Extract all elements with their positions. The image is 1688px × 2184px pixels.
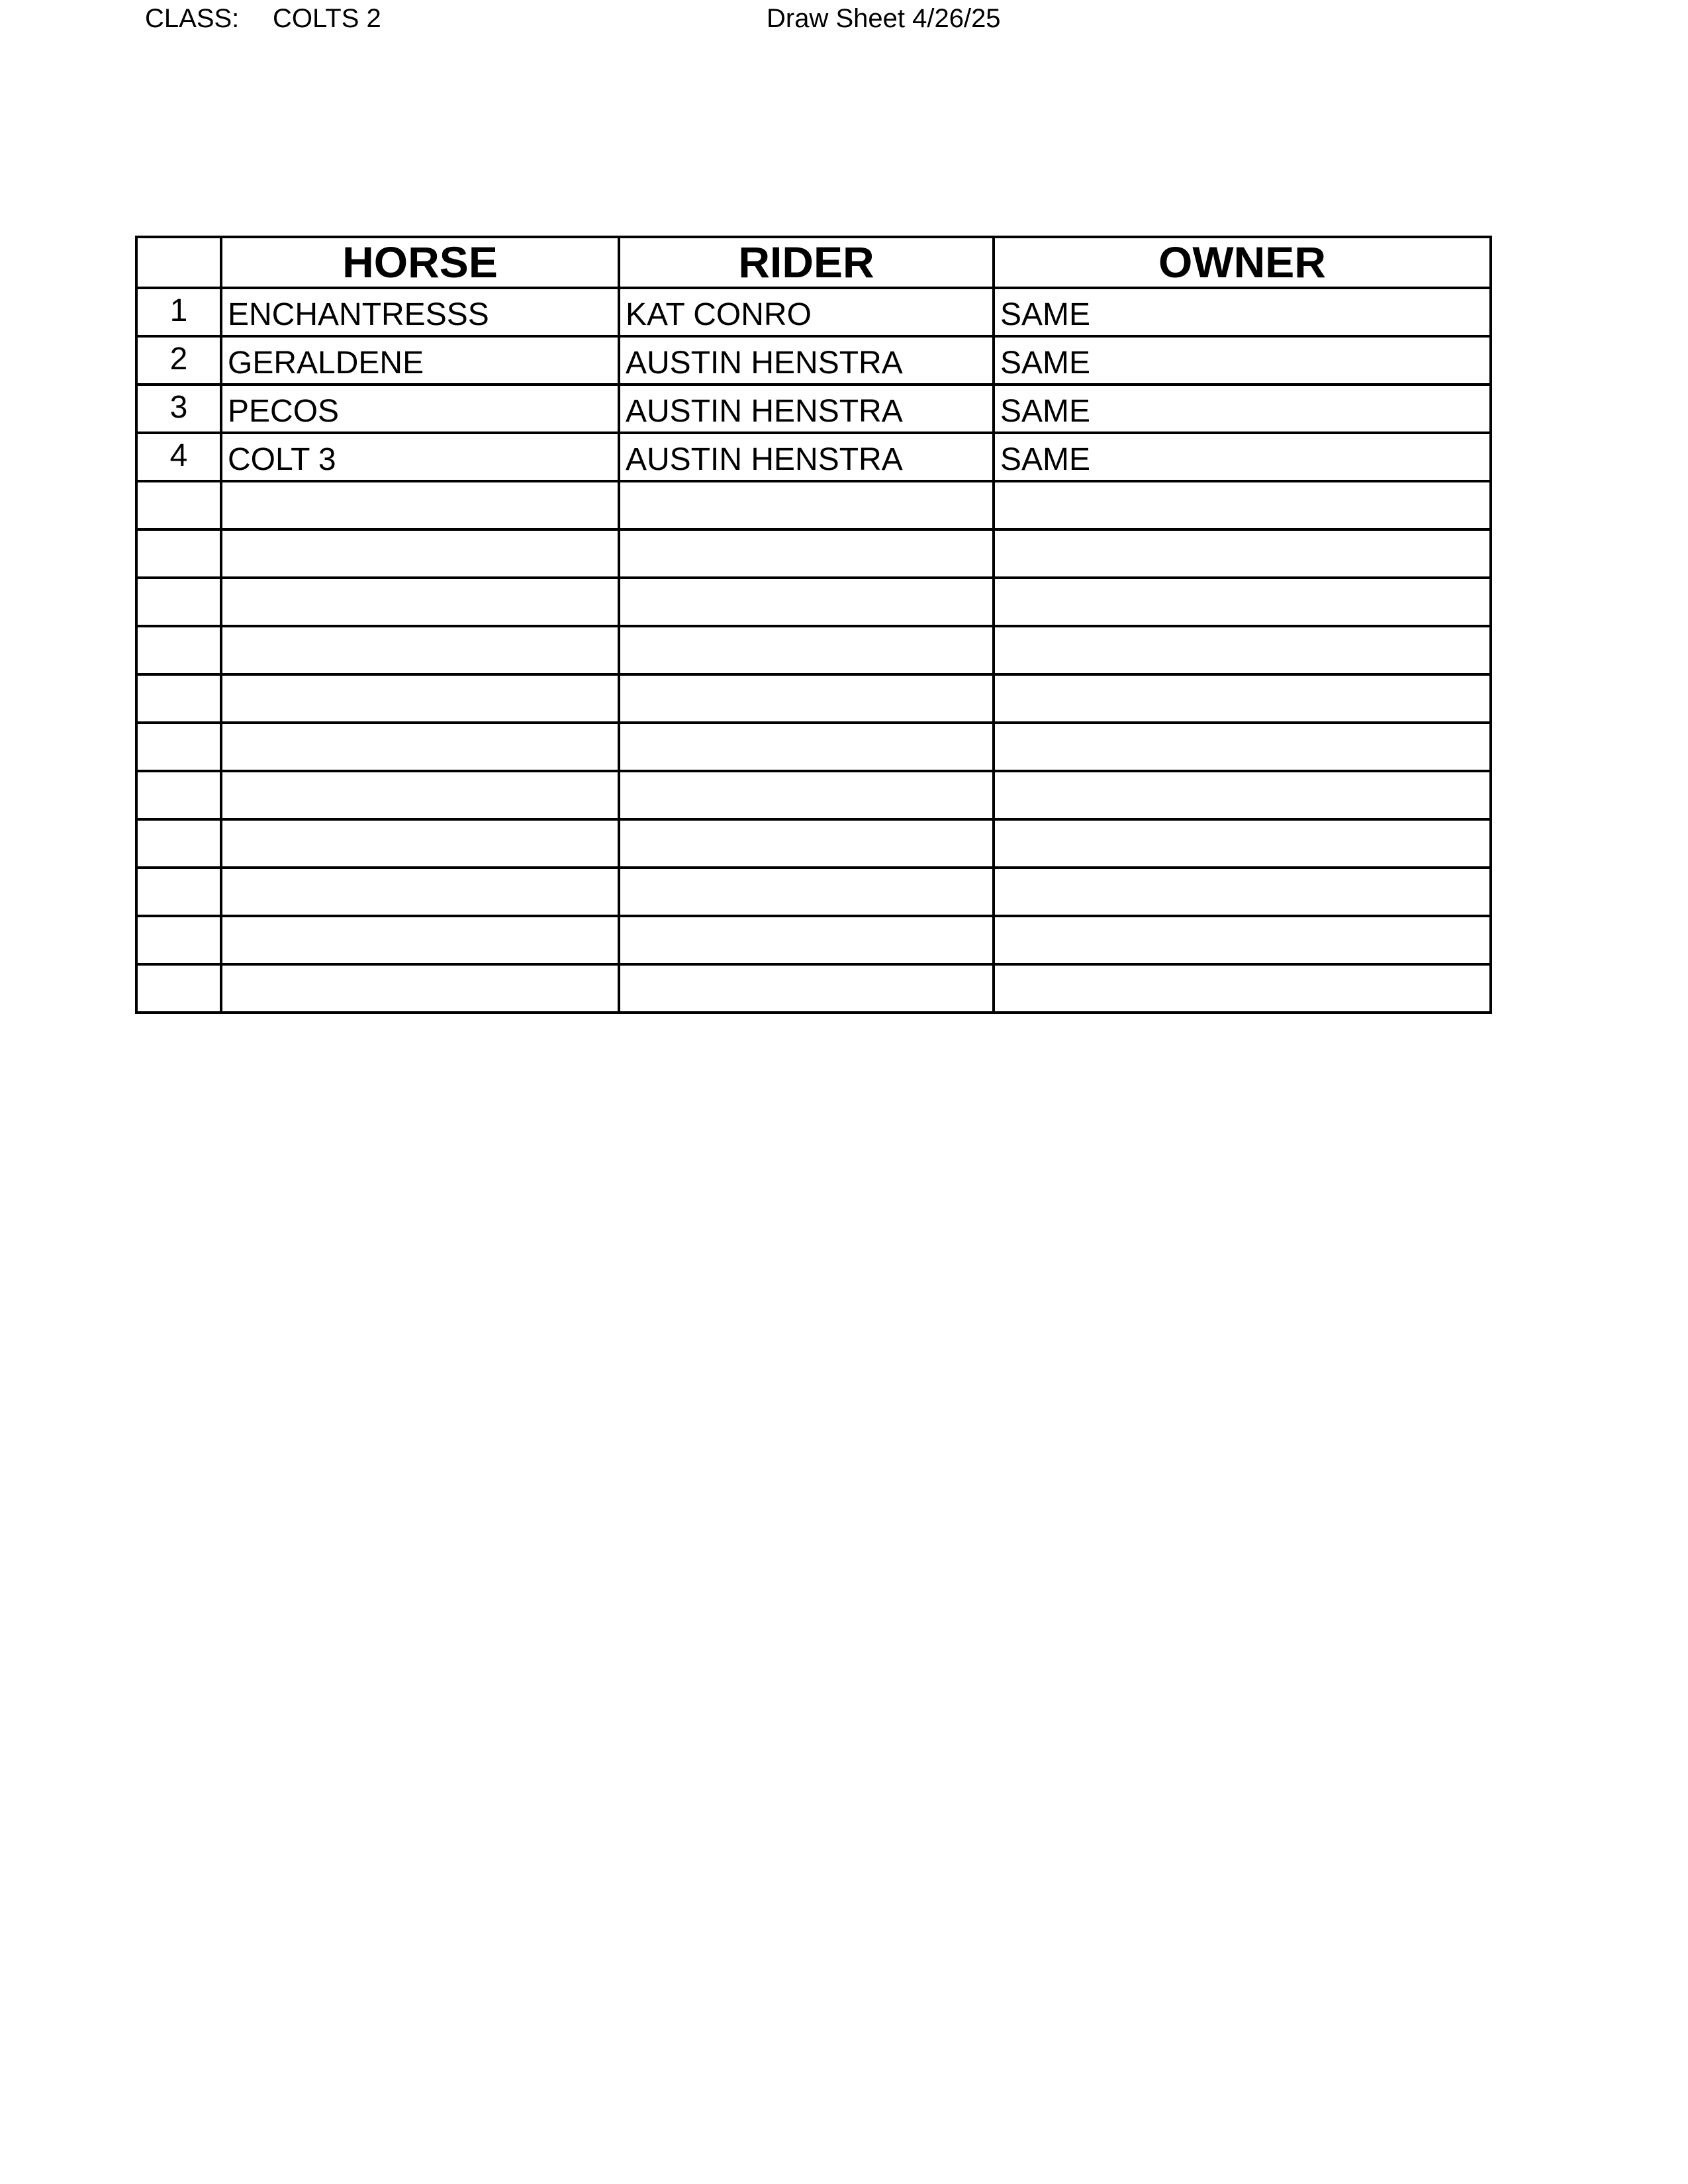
table-row [136, 916, 1491, 964]
horse-cell [221, 916, 619, 964]
horse-cell: ENCHANTRESSS [221, 288, 619, 336]
column-header-owner: OWNER [994, 237, 1491, 288]
row-number: 1 [136, 288, 221, 336]
owner-cell [994, 916, 1491, 964]
table-row [136, 964, 1491, 1013]
rider-cell [619, 964, 994, 1013]
column-header-horse: HORSE [221, 237, 619, 288]
horse-cell [221, 771, 619, 819]
horse-cell [221, 819, 619, 868]
owner-cell: SAME [994, 288, 1491, 336]
table-row [136, 626, 1491, 674]
row-number: 3 [136, 385, 221, 433]
rider-cell [619, 674, 994, 723]
owner-cell [994, 964, 1491, 1013]
column-header-rider: RIDER [619, 237, 994, 288]
owner-cell: SAME [994, 385, 1491, 433]
row-number [136, 481, 221, 529]
row-number [136, 964, 221, 1013]
rider-cell [619, 819, 994, 868]
column-header-number [136, 237, 221, 288]
horse-cell [221, 723, 619, 771]
row-number [136, 868, 221, 916]
row-number [136, 916, 221, 964]
rider-cell [619, 626, 994, 674]
rider-cell [619, 868, 994, 916]
row-number: 4 [136, 433, 221, 481]
horse-cell: PECOS [221, 385, 619, 433]
table-row [136, 385, 1491, 433]
row-number [136, 578, 221, 626]
row-number [136, 723, 221, 771]
row-number [136, 771, 221, 819]
horse-cell [221, 868, 619, 916]
row-number [136, 819, 221, 868]
table-row [136, 433, 1491, 481]
table-row [136, 771, 1491, 819]
owner-cell: SAME [994, 336, 1491, 385]
class-value: COLTS 2 [273, 4, 381, 33]
row-number: 2 [136, 336, 221, 385]
class-label: CLASS: [145, 4, 240, 33]
horse-cell [221, 964, 619, 1013]
rider-cell [619, 481, 994, 529]
table-header-row [136, 237, 1491, 288]
table-row [136, 288, 1491, 336]
draw-sheet-title: Draw Sheet 4/26/25 [767, 4, 1001, 33]
owner-cell [994, 578, 1491, 626]
table-row [136, 336, 1491, 385]
table-row [136, 868, 1491, 916]
row-number [136, 626, 221, 674]
owner-cell [994, 723, 1491, 771]
rider-cell: KAT CONRO [619, 288, 994, 336]
row-number [136, 674, 221, 723]
rider-cell: AUSTIN HENSTRA [619, 385, 994, 433]
rider-cell [619, 916, 994, 964]
rider-cell [619, 529, 994, 578]
rider-cell: AUSTIN HENSTRA [619, 433, 994, 481]
table-row [136, 674, 1491, 723]
table-row [136, 481, 1491, 529]
rider-cell: AUSTIN HENSTRA [619, 336, 994, 385]
rider-cell [619, 578, 994, 626]
table-body [136, 288, 1491, 1013]
horse-cell: GERALDENE [221, 336, 619, 385]
table-row [136, 723, 1491, 771]
horse-cell [221, 481, 619, 529]
horse-cell [221, 578, 619, 626]
table-row [136, 529, 1491, 578]
owner-cell [994, 771, 1491, 819]
owner-cell [994, 868, 1491, 916]
horse-cell [221, 626, 619, 674]
horse-cell [221, 529, 619, 578]
owner-cell: SAME [994, 433, 1491, 481]
horse-cell [221, 674, 619, 723]
rider-cell [619, 771, 994, 819]
table-row [136, 819, 1491, 868]
horse-cell: COLT 3 [221, 433, 619, 481]
owner-cell [994, 626, 1491, 674]
owner-cell [994, 819, 1491, 868]
row-number [136, 529, 221, 578]
owner-cell [994, 481, 1491, 529]
table-row [136, 578, 1491, 626]
owner-cell [994, 529, 1491, 578]
rider-cell [619, 723, 994, 771]
draw-table [135, 236, 1492, 1014]
owner-cell [994, 674, 1491, 723]
